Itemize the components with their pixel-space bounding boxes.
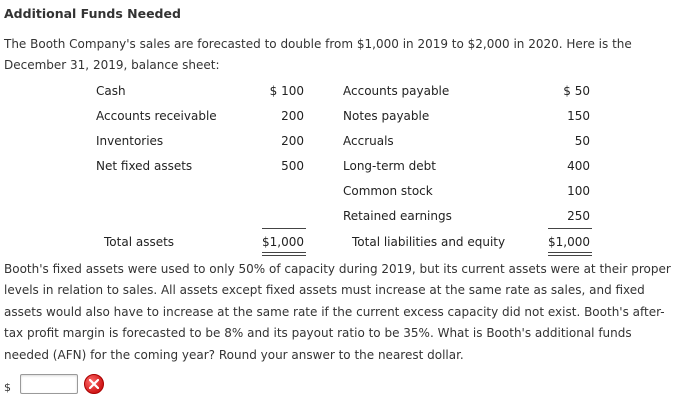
- liab-label-ltd: Long-term debt: [343, 159, 437, 173]
- total-assets-label: Total assets: [104, 235, 175, 249]
- incorrect-x-icon: [84, 374, 104, 394]
- liab-value-np: 150: [567, 109, 590, 123]
- liab-label-ap: Accounts payable: [343, 84, 450, 98]
- asset-value-fixed: 500: [281, 159, 304, 173]
- afn-answer-input[interactable]: [20, 374, 78, 394]
- liab-value-cs: 100: [567, 184, 590, 198]
- liab-value-accruals: 50: [574, 134, 590, 148]
- asset-label-inventories: Inventories: [96, 134, 164, 148]
- asset-value-cash: $ 100: [269, 84, 304, 98]
- asset-label-ar: Accounts receivable: [96, 109, 217, 123]
- liab-label-re: Retained earnings: [343, 209, 452, 223]
- liab-value-ltd: 400: [567, 159, 590, 173]
- asset-value-inventories: 200: [281, 134, 304, 148]
- assets-total-double-rule: [262, 252, 306, 256]
- liab-label-cs: Common stock: [343, 184, 433, 198]
- asset-label-cash: Cash: [96, 84, 126, 98]
- problem-title: Additional Funds Needed: [4, 6, 181, 21]
- total-liab-label: Total liabilities and equity: [352, 235, 506, 249]
- intro-text: The Booth Company's sales are forecasted to double from $1,000 in 2019 to $2,000 in 2020. Here is the December 31, 2019, balance sheet:: [4, 37, 632, 72]
- assets-subtotal-rule: [262, 228, 306, 229]
- asset-value-ar: 200: [281, 109, 304, 123]
- currency-label: $: [4, 381, 11, 394]
- liab-label-accruals: Accruals: [343, 134, 394, 148]
- liab-subtotal-rule: [548, 228, 592, 229]
- liab-value-ap: $ 50: [563, 84, 590, 98]
- liab-total-double-rule: [548, 252, 592, 256]
- answer-row: [4, 374, 204, 398]
- total-liab-value: $1,000: [548, 235, 590, 249]
- question-text: Booth's fixed assets were used to only 50% of capacity during 2019, but its current assets were at their proper levels in relation to sales. All assets except fixed assets must increase at the same rate as sales, and fixed assets would also have to increase at the same rate if the current excess capacity did not exist. Booth's after-tax profit margin is forecasted to be 8% and its payout ratio to be 35%. What is Booth's additional funds needed (AFN) for the coming year? Round your answer to the nearest dollar.: [4, 262, 671, 362]
- balance-sheet: [0, 82, 684, 262]
- asset-label-fixed: Net fixed assets: [96, 159, 193, 173]
- liab-value-re: 250: [567, 209, 590, 223]
- liab-label-np: Notes payable: [343, 109, 430, 123]
- total-assets-value: $1,000: [262, 235, 304, 249]
